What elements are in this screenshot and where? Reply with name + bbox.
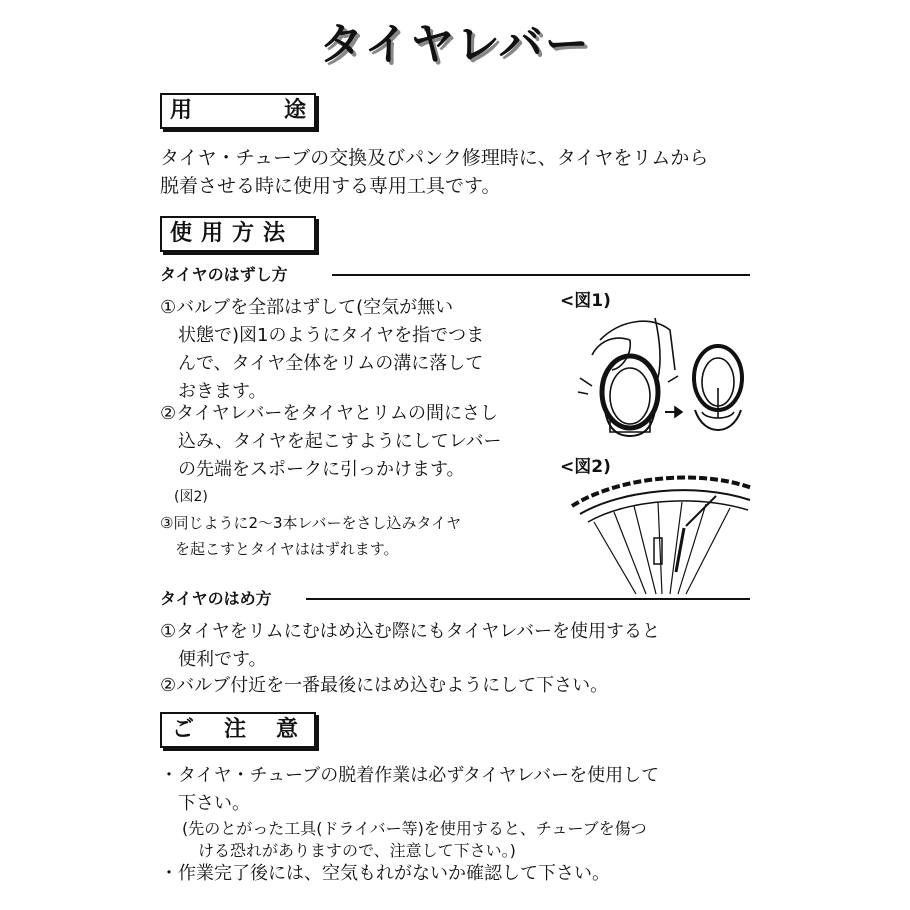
page-title: タイヤレバー [319, 19, 591, 70]
text-line: を起こすとタイヤははずれます。 [160, 540, 399, 558]
text-line: 込み、タイヤを起こすようにしてレバー [160, 431, 502, 452]
section-heading-usage [160, 93, 316, 129]
text-line: ①バルブを全部はずして(空気が無い [160, 297, 454, 318]
install-step-2: ②バルブ付近を一番最後にはめ込むようにして下さい。 [160, 675, 609, 696]
divider [306, 598, 750, 600]
text-line: (図2) [160, 489, 208, 505]
caution-item-1 [160, 762, 659, 818]
figure-2-illustration [566, 466, 756, 596]
text-line: 状態で)図1のようにタイヤを指でつま [160, 325, 485, 346]
subheading-install: タイヤのはめ方 [160, 589, 272, 608]
text-line: おきます。 [160, 381, 267, 402]
text-line: 便利です。 [160, 649, 267, 670]
usage-text-line: 脱着させる時に使用する専用工具です。 [160, 175, 501, 197]
text-line: ・タイヤ・チューブの脱着作業は必ずタイヤレバーを使用して [160, 765, 660, 786]
caution-item-2: ・作業完了後には、空気もれがないか確認して下さい。 [160, 863, 610, 884]
usage-text-line: タイヤ・チューブの交換及びパンク修理時に、タイヤをリムから [160, 147, 709, 169]
text-line: 下さい。 [160, 793, 250, 814]
heading-char: ご [172, 717, 195, 742]
heading-char: 注 [224, 717, 247, 742]
figure-1-label: <図1) [560, 291, 611, 311]
text-line: ける恐れがありますので、注意して下さい。) [182, 841, 516, 860]
section-heading-caution [160, 712, 316, 748]
text-line: ③同じように2〜3本レバーをさし込みタイヤ [160, 514, 462, 532]
figure-1-illustration [560, 300, 750, 450]
subheading-removal: タイヤのはずし方 [160, 265, 288, 284]
heading-char: 意 [276, 717, 299, 742]
heading-char: 用 [170, 98, 193, 123]
text-line: んで、タイヤ全体をリムの溝に落して [160, 353, 484, 374]
text-line: の先端をスポークに引っかけます。 [160, 459, 465, 480]
section-heading-method: 使用方法 [160, 216, 316, 252]
removal-step-1 [160, 294, 484, 406]
figure-2-label: <図2) [560, 457, 611, 477]
text-line: (先のとがった工具(ドライバー等)を使用すると、チューブを傷つ [182, 819, 647, 838]
removal-step-2 [160, 400, 501, 510]
text-line: ①タイヤをリムにむはめ込む際にもタイヤレバーを使用すると [160, 621, 660, 642]
heading-char: 途 [283, 98, 306, 123]
install-step-1 [160, 618, 660, 674]
removal-step-3 [160, 510, 461, 562]
caution-note [182, 818, 647, 862]
text-line: ②タイヤレバーをタイヤとリムの間にさし [160, 403, 498, 424]
divider [332, 274, 750, 276]
